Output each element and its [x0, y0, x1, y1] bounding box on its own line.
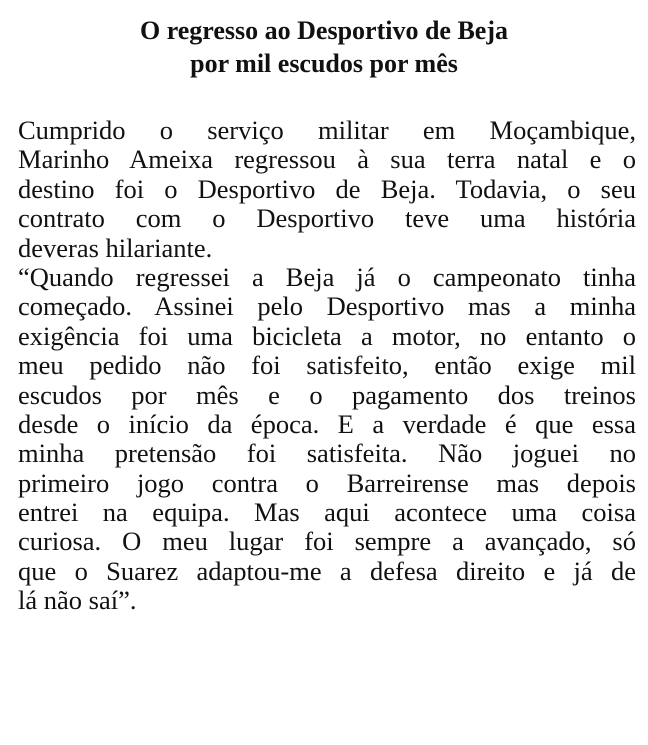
body-line: Cumprido o serviço militar em Moçambique,	[18, 115, 636, 145]
body-line: começado. Assinei pelo Desportivo mas a minha	[18, 291, 636, 322]
body-line: desde o início da época. E a verdade é que essa	[18, 408, 636, 439]
body-line: primeiro jogo contra o Barreirense mas depois	[18, 467, 636, 498]
article-body	[18, 116, 636, 616]
body-line: entrei na equipa. Mas aqui acontece uma coisa	[18, 497, 636, 528]
body-line: escudos por mês e o pagamento dos treinos	[18, 379, 636, 410]
article-title-line-2: por mil escudos por mês	[190, 49, 458, 78]
body-line: destino foi o Desportivo de Beja. Todavia, o seu	[18, 173, 636, 204]
article-title-line-1: O regresso ao Desportivo de Beja	[139, 16, 509, 45]
body-line: lá não saí”.	[18, 585, 137, 616]
body-line: que o Suarez adaptou-me a defesa direito e já de	[18, 555, 636, 586]
body-line: “Quando regressei a Beja já o campeonato tinha	[18, 261, 636, 292]
body-line: contrato com o Desportivo teve uma história	[18, 203, 636, 234]
body-line: meu pedido não foi satisfeito, então exige mil	[18, 350, 636, 381]
body-line: deveras hilariante.	[18, 232, 213, 263]
article-title	[0, 14, 648, 80]
body-line: exigência foi uma bicicleta a motor, no entanto o	[18, 320, 636, 351]
body-line: curiosa. O meu lugar foi sempre a avançado, só	[18, 526, 636, 557]
body-line: minha pretensão foi satisfeita. Não joguei no	[18, 438, 636, 469]
body-line: Marinho Ameixa regressou à sua terra natal e o	[18, 144, 636, 175]
